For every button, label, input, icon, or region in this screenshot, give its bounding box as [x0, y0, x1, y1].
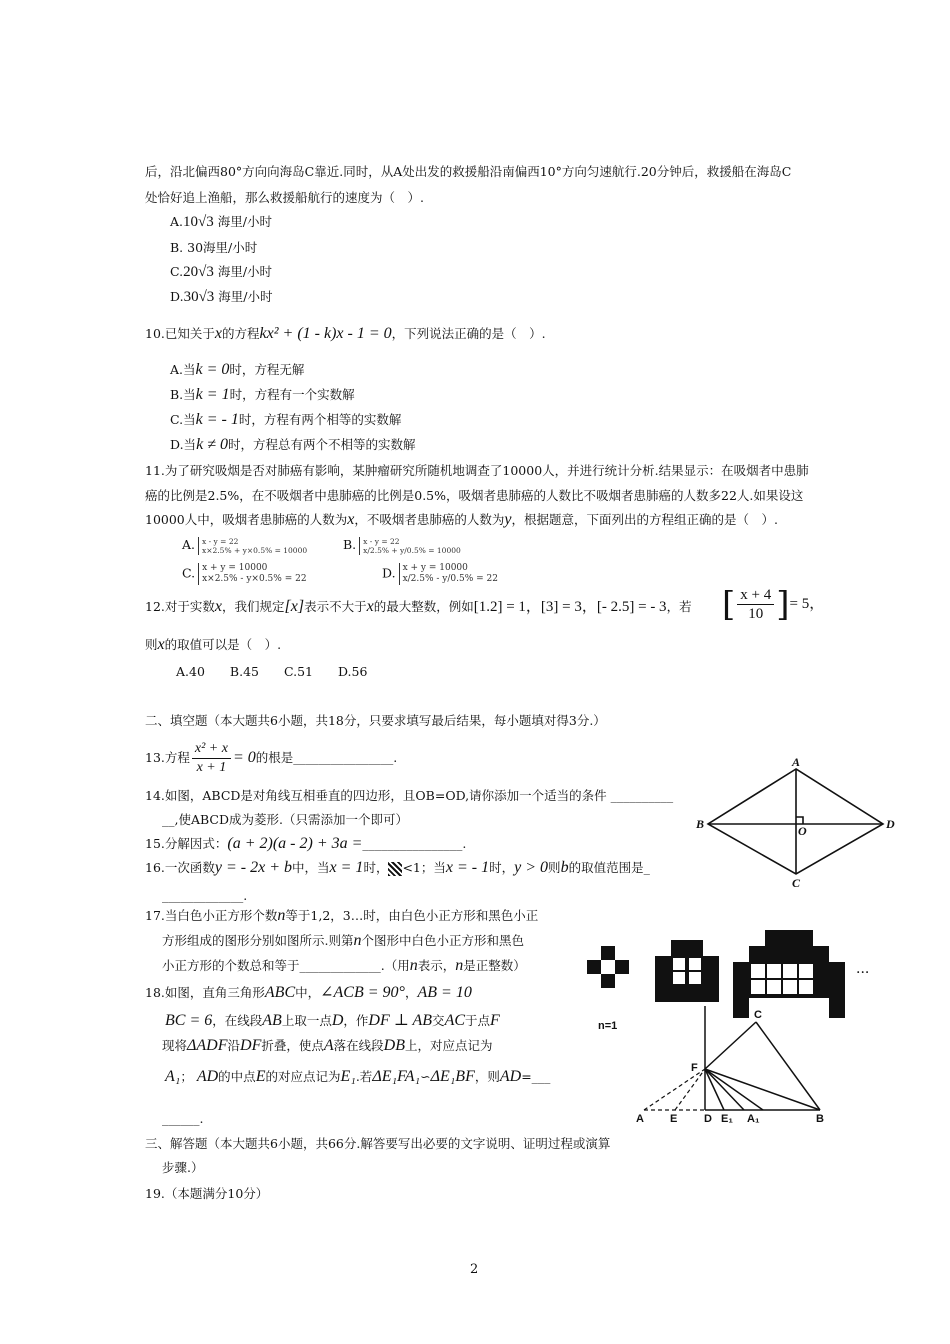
q9-line-1: 后，沿北偏西80°方向向海岛C靠近.同时，从A处出发的救援船沿南偏西10°方向匀速航行.20分钟后，救援船在海岛C	[145, 164, 792, 179]
q14-line-2: __,使ABCD成为菱形.（只需添加一个即可）	[162, 812, 408, 827]
label-A1: A₁	[747, 1113, 760, 1125]
inline-image-icon	[388, 862, 402, 876]
q17-line-3: 小正方形的个数总和等于_____________.（用n表示，n是正整数）	[162, 957, 526, 974]
section-3-heading-cont: 步骤.）	[162, 1160, 204, 1175]
q9-option-b: B. 30海里/小时	[170, 240, 258, 255]
triangle-figure	[632, 1000, 837, 1130]
q17-line-2: 方形组成的图形分别如图所示.则第n个图形中白色小正方形和黑色	[162, 932, 524, 949]
q9-option-c: C.20√3 海里/小时	[170, 264, 273, 280]
label-A: A	[636, 1113, 644, 1125]
q12-fraction: [ $\frac{x + 4}{10}$ ]= 5，	[722, 584, 825, 625]
q17-line-1: 17.当白色小正方形个数n等于1,2，3…时，由白色小正方形和黑色小正	[145, 907, 539, 924]
label-F: F	[691, 1062, 698, 1074]
q9-option-d: D.30√3 海里/小时	[170, 289, 273, 305]
q11-line-1: 11.为了研究吸烟是否对肺癌有影响，某肿瘤研究所随机地调查了10000人，并进行统计分析.结果显示：在吸烟者中患肺	[145, 463, 809, 478]
q19-heading: 19.（本题满分10分）	[145, 1186, 269, 1201]
label-B: B	[696, 817, 705, 831]
section-3-heading: 三、解答题（本大题共6小题，共66分.解答要写出必要的文字说明、证明过程或演算	[145, 1136, 611, 1151]
q14-line-1: 14.如图，ABCD是对角线互相垂直的四边形，且OB=OD,请你添加一个适当的条件 __________	[145, 788, 674, 803]
q16-line-2: _____________.	[162, 888, 248, 903]
q11-line-2: 癌的比例是2.5%，在不吸烟者中患肺癌的比例是0.5%，吸烟者患肺癌的人数比不吸烟者患肺癌的人数多22人.如果设这	[145, 488, 804, 503]
q18-line-1: 18.如图，直角三角形ABC中，∠ACB = 90°，AB = 10	[145, 984, 472, 1001]
label-D: D	[704, 1113, 712, 1125]
q9-line-2: 处恰好追上渔船，那么救援船航行的速度为（ ）.	[145, 190, 424, 205]
q16-line-1: 16.一次函数y = - 2x + b中，当x = 1时， <1；当x = - 1时，y > 0则b的取值范围是_	[145, 859, 650, 876]
q15: 15.分解因式：(a + 2)(a - 2) + 3a =________________.	[145, 835, 467, 852]
label-D: D	[886, 817, 895, 831]
q11-option-d: D. x + y = 10000 x/2.5% - y/0.5% = 22	[382, 563, 498, 584]
q18-line-4: A₁； AD的中点E的对应点记为E₁.若ΔE₁FA₁∽ΔE₁BF，则AD=___	[165, 1068, 551, 1085]
caption-n1: n=1	[598, 1020, 618, 1032]
q18-line-5: ______.	[162, 1111, 204, 1126]
section-2-heading: 二、填空题（本大题共6小题，共18分，只要求填写最后结果，每小题填对得3分.）	[145, 713, 606, 728]
q13: 13.方程 $\frac{\text{x² + x}}{x + 1}$ = 0的根是________________.	[145, 741, 398, 775]
page-number: 2	[470, 1262, 479, 1277]
q11-option-a: A. x - y = 22 x×2.5% + y×0.5% = 10000	[182, 536, 308, 555]
rhombus-figure	[690, 755, 905, 890]
label-O: O	[798, 824, 807, 838]
q10-stem: 10.已知关于x的方程kx² + (1 - k)x - 1 = 0，下列说法正确的是（ ）.	[145, 325, 546, 342]
label-A: A	[792, 755, 801, 769]
q10-option-d: D.当k ≠ 0时，方程总有两个不相等的实数解	[170, 436, 416, 453]
q18-line-2: BC = 6，在线段AB上取一点D，作DF ⊥ AB交AC于点F	[165, 1012, 500, 1029]
q12-options: A.40 B.45 C.51 D.56	[176, 664, 368, 679]
q11-line-3: 10000人中，吸烟者患肺癌的人数为x，不吸烟者患肺癌的人数为y，根据题意，下面列出的方程组正确的是（ ）.	[145, 511, 778, 528]
q11-option-c: C. x + y = 10000 x×2.5% - y×0.5% = 22	[182, 563, 307, 584]
q10-option-b: B.当k = 1时，方程有一个实数解	[170, 386, 355, 403]
q18-line-3: 现将ΔADF沿DF折叠，使点A落在线段DB上，对应点记为	[162, 1037, 493, 1054]
q10-option-a: A.当k = 0时，方程无解	[170, 361, 305, 378]
q11-option-b: B. x - y = 22 x/2.5% + y/0.5% = 10000	[343, 536, 461, 555]
label-C: C	[792, 876, 801, 890]
label-E: E	[670, 1113, 678, 1125]
label-E1: E₁	[721, 1113, 733, 1125]
q9-option-a: A.10√3 海里/小时	[170, 214, 272, 230]
q12-stem: 12.对于实数x，我们规定[x]表示不大于x的最大整数，例如[1.2] = 1，[3] = 3，[- 2.5] = - 3，若	[145, 598, 692, 615]
label-C: C	[754, 1009, 762, 1021]
q12-line-2: 则x的取值可以是（ ）.	[145, 636, 282, 653]
label-B: B	[816, 1113, 824, 1125]
more-ellipsis: ···	[856, 965, 870, 981]
q10-option-c: C.当k = - 1时，方程有两个相等的实数解	[170, 411, 402, 428]
